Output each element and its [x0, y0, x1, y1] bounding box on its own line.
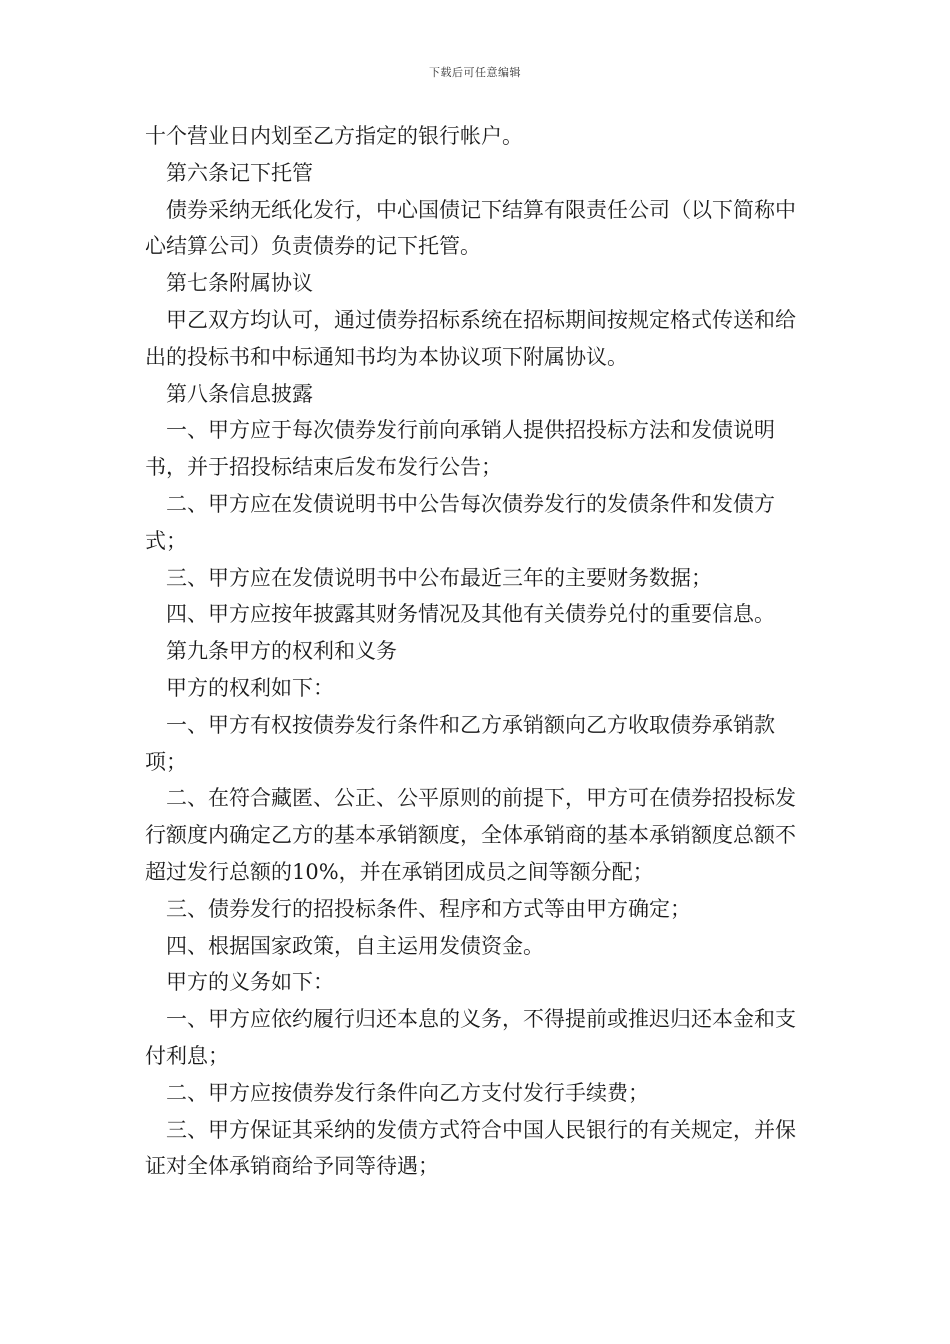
- list-item: 三、甲方保证其采纳的发债方式符合中国人民银行的有关规定，并保证对全体承销商给予同等待遇；: [145, 1117, 796, 1179]
- section-heading: 第六条记下托管: [166, 160, 313, 185]
- paragraph: 十个营业日内划至乙方指定的银行帐户。: [145, 124, 523, 148]
- list-item: 一、甲方有权按债券发行条件和乙方承销额向乙方收取债券承销款项；: [145, 712, 775, 774]
- section-heading: 第七条附属协议: [166, 271, 313, 296]
- list-item: 二、甲方应在发债说明书中公告每次债券发行的发债条件和发债方式；: [145, 491, 775, 553]
- document-body: [145, 118, 811, 1185]
- list-item: 四、根据国家政策，自主运用发债资金。: [166, 933, 544, 958]
- list-item: 二、在符合藏匿、公正、公平原则的前提下，甲方可在债券招投标发行额度内确定乙方的基本承销额度，全体承销商的基本承销额度总额不超过发行总额的10%，并在承销团成员之间等额分配；: [145, 786, 796, 884]
- subheading: 甲方的义务如下：: [166, 970, 334, 995]
- page-header: 下载后可任意编辑: [429, 66, 521, 79]
- list-item: 一、甲方应于每次债券发行前向承销人提供招投标方法和发债说明书，并于招投标结束后发布发行公告；: [145, 418, 775, 480]
- paragraph: 甲乙双方均认可，通过债券招标系统在招标期间按规定格式传送和给出的投标书和中标通知书均为本协议项下附属协议。: [145, 307, 796, 369]
- list-item: 三、债券发行的招投标条件、程序和方式等由甲方确定；: [166, 896, 691, 921]
- subheading: 甲方的权利如下：: [166, 675, 334, 700]
- list-item: 三、甲方应在发债说明书中公布最近三年的主要财务数据；: [166, 565, 712, 590]
- paragraph: 债券采纳无纸化发行，中心国债记下结算有限责任公司（以下简称中心结算公司）负责债券的记下托管。: [145, 197, 796, 259]
- section-heading: 第八条信息披露: [166, 381, 313, 406]
- list-item: 四、甲方应按年披露其财务情况及其他有关债券兑付的重要信息。: [166, 602, 775, 627]
- section-heading: 第九条甲方的权利和义务: [166, 639, 397, 664]
- list-item: 二、甲方应按债券发行条件向乙方支付发行手续费；: [166, 1080, 649, 1105]
- list-item: 一、甲方应依约履行归还本息的义务，不得提前或推迟归还本金和支付利息；: [145, 1007, 796, 1068]
